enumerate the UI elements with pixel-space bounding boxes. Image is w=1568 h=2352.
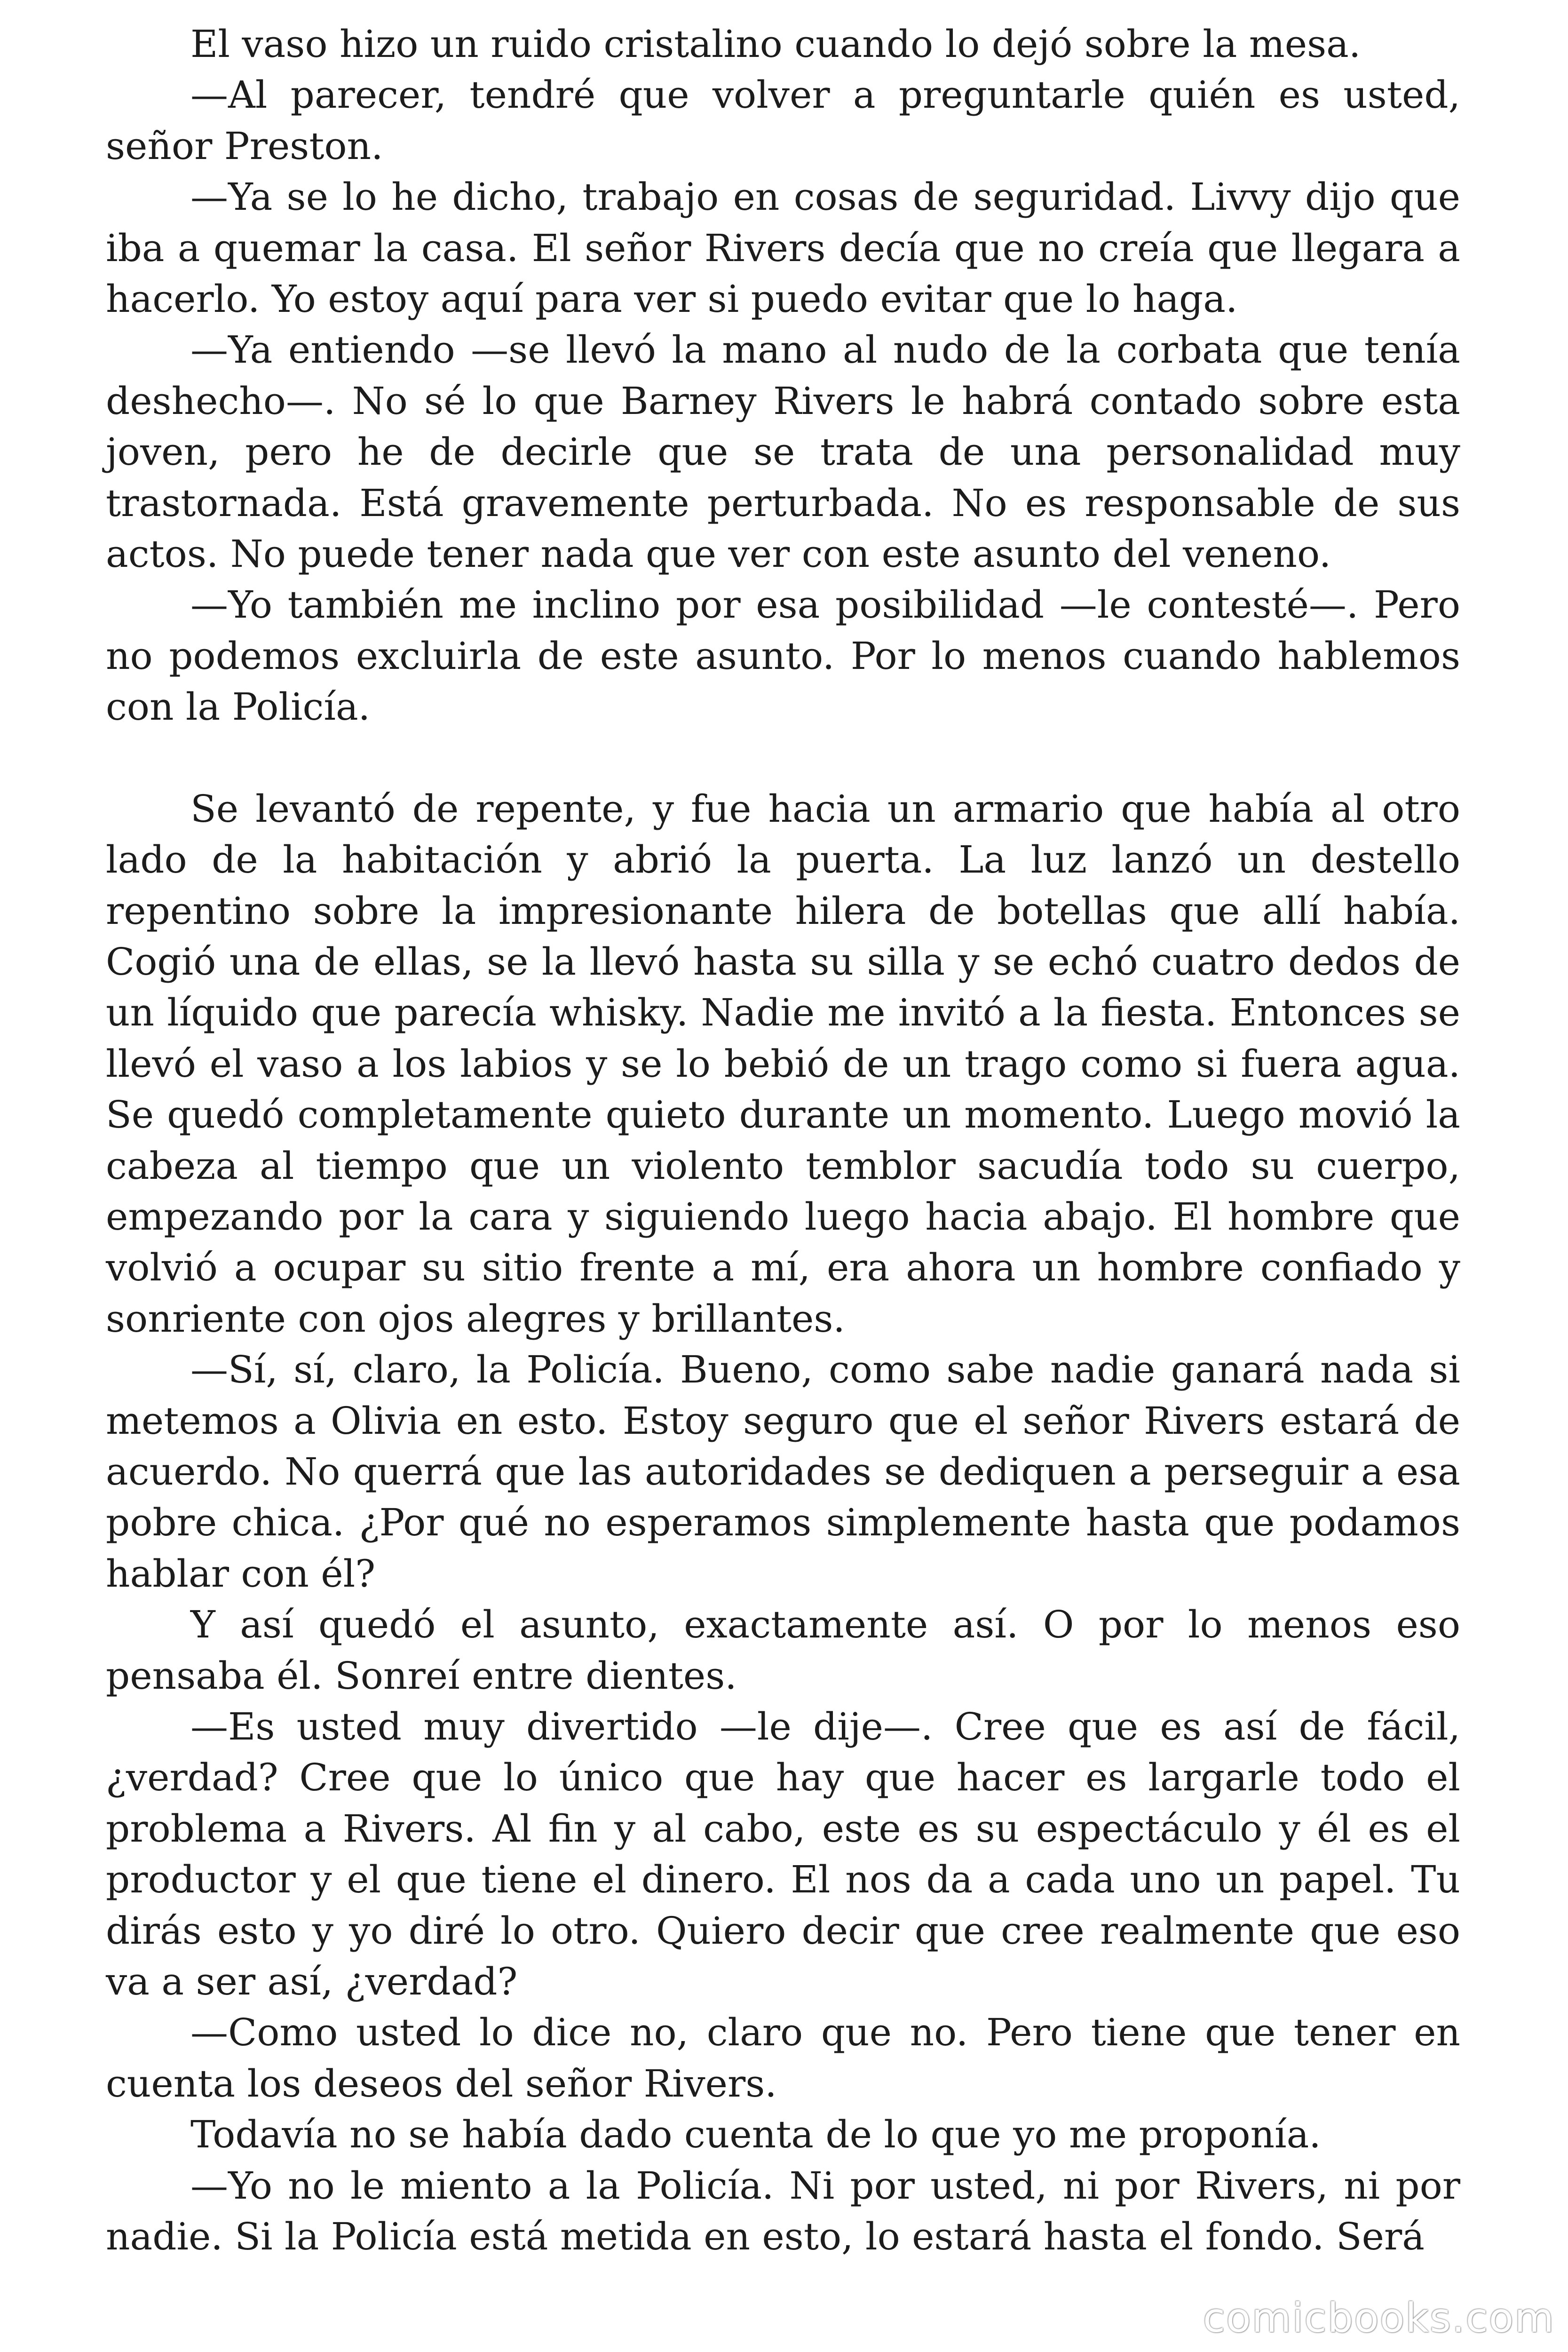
paragraph: —Sí, sí, claro, la Policía. Bueno, como sabe nadie ganará nada si metemos a Olivia en esto. Estoy seguro que el señor Rivers estará de acuerdo. No querrá que las autoridades se dediquen a perseguir a esa pobre chica. ¿Por qué no esperamos simplemente hasta que podamos hablar con él? [106,1348,1460,1596]
paragraph: —Ya entiendo —se llevó la mano al nudo de la corbata que tenía deshecho—. No sé lo que Barney Rivers le habrá contado sobre esta joven, pero he de decirle que se trata de una personalidad muy trastornada. Está gravemente perturbada. No es responsable de sus actos. No puede tener nada que ver con este asunto del veneno. [106,328,1460,576]
paragraph: El vaso hizo un ruido cristalino cuando lo dejó sobre la mesa. [190,22,1361,66]
paragraph: —Ya se lo he dicho, trabajo en cosas de seguridad. Livvy dijo que iba a quemar la casa. El señor Rivers decía que no creía que llegara a hacerlo. Yo estoy aquí para ver si puedo evitar que lo haga. [106,175,1460,321]
watermark: comicbooks.com [1203,2295,1555,2342]
paragraph: Se levantó de repente, y fue hacia un armario que había al otro lado de la habitación y abrió la puerta. La luz lanzó un destello repentino sobre la impresionante hilera de botellas que allí había. Cogió una de ellas, se la llevó hasta su silla y se echó cuatro dedos de un líquido que parecía whisky. Nadie me invitó a la fiesta. Entonces se llevó el vaso a los labios y se lo bebió de un trago como si fuera agua. Se quedó completamente quieto durante un momento. Luego movió la cabeza al tiempo que un violento temblor sacudía todo su cuerpo, empezando por la cara y siguiendo luego hacia abajo. El hombre que volvió a ocupar su sitio frente a mí, era ahora un hombre confiado y sonriente con ojos alegres y brillantes. [106,787,1460,1341]
paragraph: —Yo también me inclino por esa posibilidad —le contesté—. Pero no podemos excluirla de este asunto. Por lo menos cuando hablemos con la Policía. [106,583,1460,729]
book-page [106,19,1460,2262]
paragraph: —Como usted lo dice no, claro que no. Pero tiene que tener en cuenta los deseos del señor Rivers. [106,2010,1460,2106]
paragraph: —Es usted muy divertido —le dije—. Cree que es así de fácil, ¿verdad? Cree que lo único que hay que hacer es largarle todo el problema a Rivers. Al fin y al cabo, este es su espectáculo y él es el productor y el que tiene el dinero. El nos da a cada uno un papel. Tu dirás esto y yo diré lo otro. Quiero decir que cree realmente que eso va a ser así, ¿verdad? [106,1705,1460,2004]
section-break [106,733,1460,784]
paragraph: —Al parecer, tendré que volver a preguntarle quién es usted, señor Preston. [106,73,1460,168]
paragraph: —Yo no le miento a la Policía. Ni por usted, ni por Rivers, ni por nadie. Si la Policía está metida en esto, lo estará hasta el fondo. Será [106,2163,1460,2259]
paragraph: Y así quedó el asunto, exactamente así. O por lo menos eso pensaba él. Sonreí entre dientes. [106,1603,1460,1698]
paragraph: Todavía no se había dado cuenta de lo que yo me proponía. [190,2113,1321,2157]
